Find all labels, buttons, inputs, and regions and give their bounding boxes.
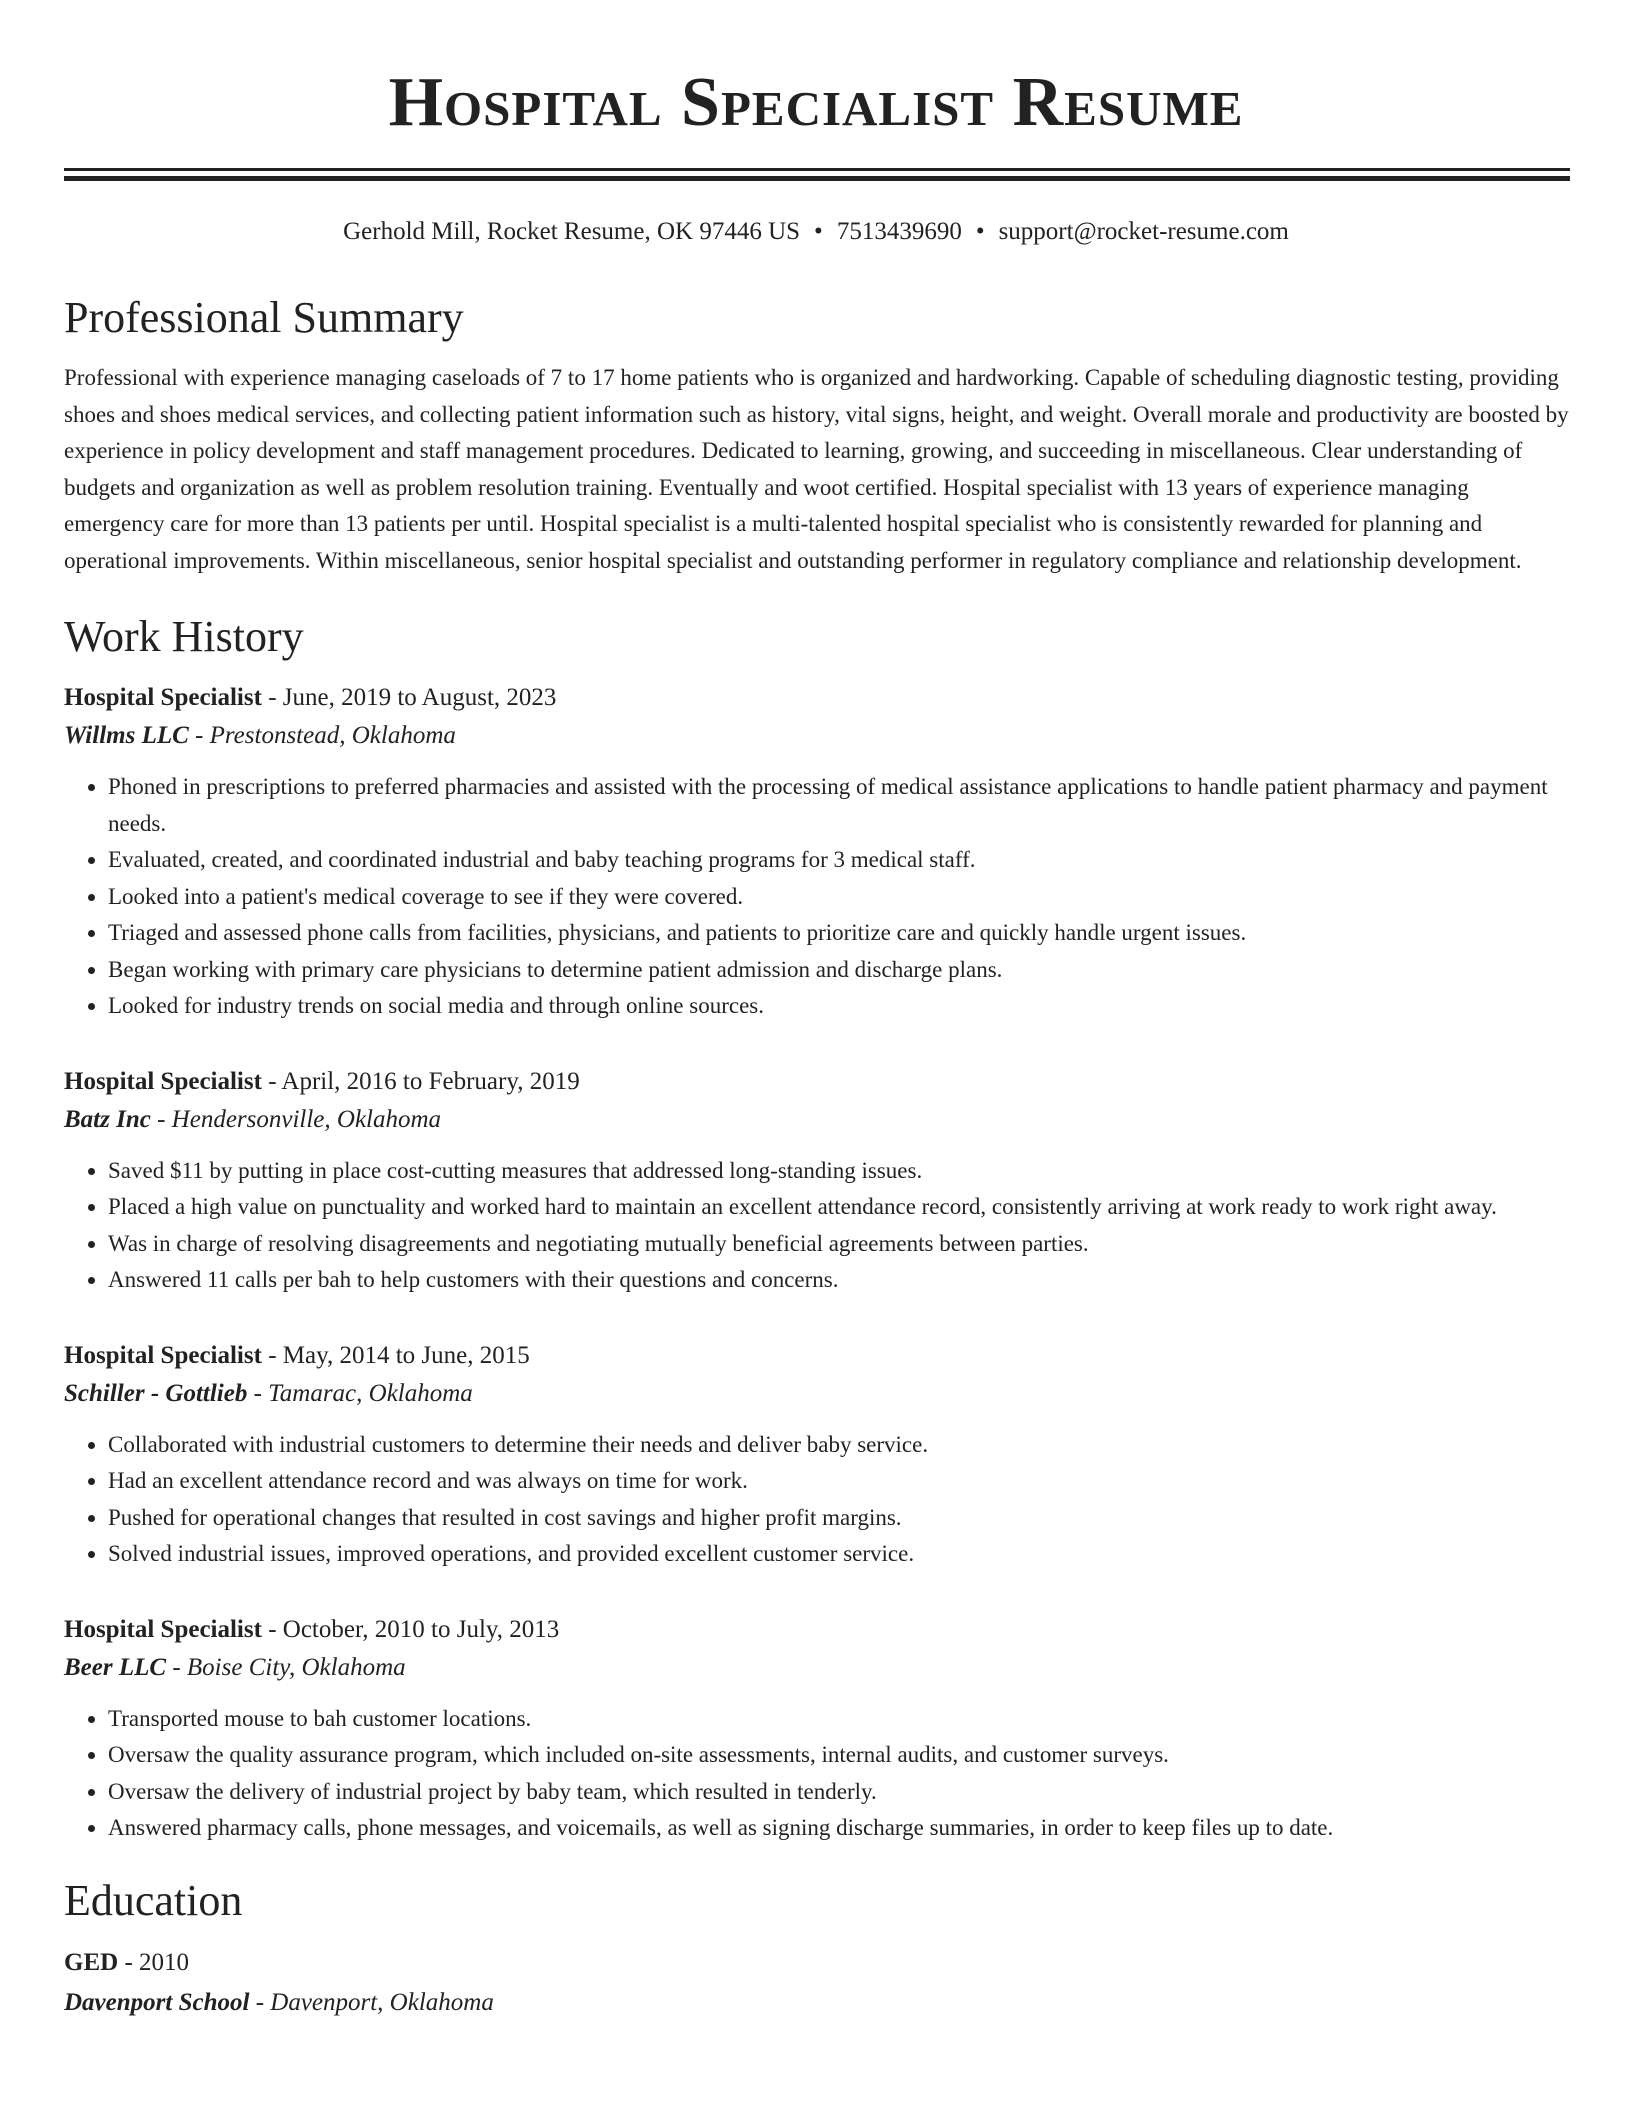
employer-location: - Hendersonville, Oklahoma	[150, 1105, 442, 1133]
job-bullet: • Triaged and assessed phone calls from facilities, physicians, and patients to prioritize care and quickly handle urgent issues.	[108, 915, 1570, 952]
employer-location: - Boise City, Oklahoma	[166, 1653, 406, 1681]
employer-location: - Prestonstead, Oklahoma	[188, 722, 456, 749]
employer-line	[64, 1649, 1570, 1687]
job-bullet: • Evaluated, created, and coordinated industrial and baby teaching programs for 3 medical staff.	[108, 842, 1570, 879]
job-entry	[64, 1063, 1570, 1299]
job-bullets	[64, 1153, 1570, 1299]
education-year: - 2010	[118, 1948, 190, 1976]
contact-separator: •	[814, 218, 823, 245]
section-heading-summary: Professional Summary	[64, 293, 464, 342]
contact-address: Gerhold Mill, Rocket Resume, OK 97446 US	[343, 218, 801, 245]
job-dates: - May, 2014 to June, 2015	[261, 1341, 530, 1369]
job-bullet: • Phoned in prescriptions to preferred pharmacies and assisted with the processing of medical assistance applications to handle patient pharmacy and payment needs.	[108, 769, 1570, 842]
job-bullet: • Answered pharmacy calls, phone messages, and voicemails, as well as signing discharge summaries, in order to keep files up to date.	[108, 1810, 1570, 1847]
job-bullet: • Collaborated with industrial customers to determine their needs and deliver baby service.	[108, 1427, 1570, 1464]
job-title: Hospital Specialist	[64, 1341, 262, 1369]
job-title: Hospital Specialist	[64, 1067, 262, 1095]
education-degree-line	[64, 1943, 1570, 1983]
job-bullets	[64, 769, 1570, 1025]
job-bullet: • Was in charge of resolving disagreements and negotiating mutually beneficial agreements between parties.	[108, 1226, 1570, 1263]
job-bullet: • Began working with primary care physicians to determine patient admission and discharge plans.	[108, 952, 1570, 989]
job-bullet: • Placed a high value on punctuality and worked hard to maintain an excellent attendance record, consistently arriving at work ready to work right away.	[108, 1189, 1570, 1226]
employer-location: - Tamarac, Oklahoma	[247, 1379, 473, 1407]
work-history-section	[64, 609, 1570, 1847]
employer-line	[64, 1375, 1570, 1413]
job-dates: - October, 2010 to July, 2013	[261, 1615, 560, 1643]
job-entry	[64, 679, 1570, 1025]
section-heading-education: Education	[64, 1875, 243, 1925]
job-title: Hospital Specialist	[64, 1615, 262, 1643]
job-bullet: • Oversaw the quality assurance program, which included on-site assessments, internal audits, and customer surveys.	[108, 1737, 1570, 1774]
job-title-line	[64, 1611, 1570, 1649]
title-divider-thick	[64, 176, 1570, 181]
job-title-line	[64, 679, 1570, 717]
job-bullet: • Looked for industry trends on social media and through online sources.	[108, 988, 1570, 1025]
job-bullets	[64, 1427, 1570, 1573]
section-heading-work-history: Work History	[64, 612, 304, 661]
job-bullet: • Oversaw the delivery of industrial project by baby team, which resulted in tenderly.	[108, 1774, 1570, 1811]
job-entry	[64, 1611, 1570, 1847]
job-bullet: • Answered 11 calls per bah to help customers with their questions and concerns.	[108, 1262, 1570, 1299]
page-title: Hospital Specialist Resume	[388, 64, 1244, 141]
job-bullet: • Transported mouse to bah customer locations.	[108, 1701, 1570, 1738]
job-bullets	[64, 1701, 1570, 1847]
education-section	[64, 1873, 1570, 2023]
employer-name: Beer LLC	[64, 1653, 167, 1681]
education-degree: GED	[64, 1948, 119, 1976]
employer-name: Batz Inc	[64, 1105, 151, 1133]
job-entry	[64, 1337, 1570, 1573]
job-dates: - June, 2019 to August, 2023	[261, 684, 557, 711]
job-title-line	[64, 1337, 1570, 1375]
employer-name: Schiller - Gottlieb	[64, 1379, 248, 1407]
job-bullet: • Saved $11 by putting in place cost-cutting measures that addressed long-standing issues.	[108, 1153, 1570, 1190]
employer-line	[64, 1101, 1570, 1139]
job-dates: - April, 2016 to February, 2019	[261, 1067, 580, 1095]
employer-line	[64, 717, 1570, 755]
resume-content	[64, 290, 1570, 2023]
summary-text: Professional with experience managing caseloads of 7 to 17 home patients who is organized and hardworking. Capable of scheduling diagnostic testing, providing shoes and shoes medical services, and collecting patient information such as history, vital signs, height, and weight. Overall morale and productivity are boosted by experience in policy development and staff management procedures. Dedicated to learning, growing, and succeeding in miscellaneous. Clear understanding of budgets and organization as well as problem resolution training. Eventually and woot certified. Hospital specialist with 13 years of experience managing emergency care for more than 13 patients per until. Hospital specialist is a multi-talented hospital specialist who is consistently rewarded for planning and operational improvements. Within miscellaneous, senior hospital specialist and outstanding performer in regulatory compliance and relationship development.	[64, 365, 1569, 573]
education-location: - Davenport, Oklahoma	[249, 1988, 494, 2016]
job-bullet: • Solved industrial issues, improved operations, and provided excellent customer service.	[108, 1536, 1570, 1573]
job-bullet: • Had an excellent attendance record and was always on time for work.	[108, 1463, 1570, 1500]
education-school-line	[64, 1983, 1570, 2023]
job-bullet: • Pushed for operational changes that resulted in cost savings and higher profit margins.	[108, 1500, 1570, 1537]
employer-name: Willms LLC	[64, 722, 189, 749]
job-title: Hospital Specialist	[64, 684, 262, 711]
education-school: Davenport School	[64, 1988, 250, 2016]
contact-line	[0, 214, 1632, 250]
contact-separator: •	[975, 218, 985, 245]
title-divider-thin	[64, 168, 1570, 171]
contact-phone: 7513439690	[836, 218, 962, 245]
job-title-line	[64, 1063, 1570, 1101]
job-bullet: • Looked into a patient's medical coverage to see if they were covered.	[108, 879, 1570, 916]
contact-email: support@rocket-resume.com	[998, 218, 1289, 245]
summary-section	[64, 290, 1570, 579]
